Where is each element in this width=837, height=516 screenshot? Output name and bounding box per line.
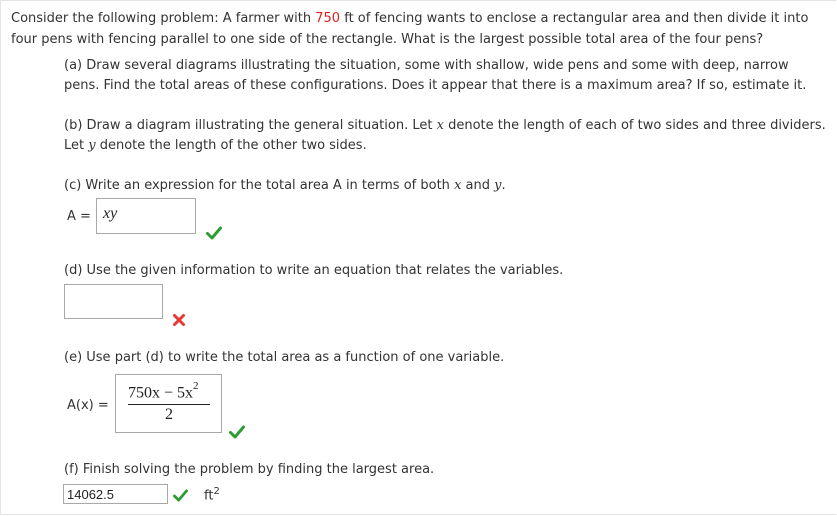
unit-exponent: 2	[213, 486, 220, 497]
part-a-line-2: pens. Find the total areas of these configurations. Does it appear that there is a maximum area? If so, estimate it.	[64, 78, 807, 93]
part-c-prompt	[64, 178, 506, 193]
fraction-numerator	[128, 382, 213, 402]
fraction-denominator: 2	[165, 406, 173, 423]
part-d-prompt: (d) Use the given information to write an equation that relates the variables.	[64, 263, 564, 278]
part-b-text: denote the length of the other two sides.	[95, 138, 367, 153]
variable-y: y	[88, 138, 96, 153]
area-expression-value: xy	[103, 205, 118, 222]
function-label: A(x) =	[67, 398, 109, 413]
part-b-line-2	[64, 138, 367, 153]
problem-line-1	[11, 11, 808, 26]
part-f-prompt: (f) Finish solving the problem by finding the largest area.	[64, 462, 435, 477]
area-label: A =	[67, 209, 91, 224]
unit-text: ft	[204, 488, 214, 504]
area-expression-input[interactable]	[96, 198, 196, 234]
part-e-prompt: (e) Use part (d) to write the total area as a function of one variable.	[64, 350, 505, 365]
variable-x: x	[454, 178, 462, 193]
equation-input[interactable]	[64, 284, 163, 319]
part-b-text: denote the length of each of two sides and three dividers.	[443, 118, 826, 133]
part-a-line-1: (a) Draw several diagrams illustrating the situation, some with shallow, wide pens and some with deep, narrow	[64, 58, 789, 73]
variable-y: y	[494, 178, 502, 193]
part-b-text: (b) Draw a diagram illustrating the general situation. Let	[64, 118, 437, 133]
area-unit	[204, 486, 220, 503]
correct-check-icon	[229, 425, 245, 439]
correct-check-icon	[206, 226, 222, 240]
problem-line-2: four pens with fencing parallel to one side of the rectangle. What is the largest possible total area of the four pens?	[11, 32, 764, 47]
numerator-text: 750x − 5x	[128, 384, 194, 402]
part-c-text: (c) Write an expression for the total area A in terms of both	[64, 178, 455, 193]
function-input[interactable]	[115, 374, 222, 433]
part-c-text: .	[501, 178, 506, 193]
problem-text: ft of fencing wants to enclose a rectangular area and then divide it into	[340, 11, 809, 26]
numerator-exponent: 2	[193, 380, 199, 392]
fraction-bar	[128, 404, 210, 405]
largest-area-input[interactable]	[63, 484, 168, 504]
variable-x: x	[436, 118, 444, 133]
part-b-line-1	[64, 118, 826, 133]
largest-area-value: 14062.5	[67, 487, 114, 502]
correct-check-icon	[173, 489, 188, 502]
part-c-text: and	[461, 178, 495, 193]
fence-length-value: 750	[315, 11, 341, 26]
incorrect-x-icon	[172, 313, 186, 327]
part-b-text: Let	[64, 138, 89, 153]
problem-text: Consider the following problem: A farmer with	[11, 11, 316, 26]
